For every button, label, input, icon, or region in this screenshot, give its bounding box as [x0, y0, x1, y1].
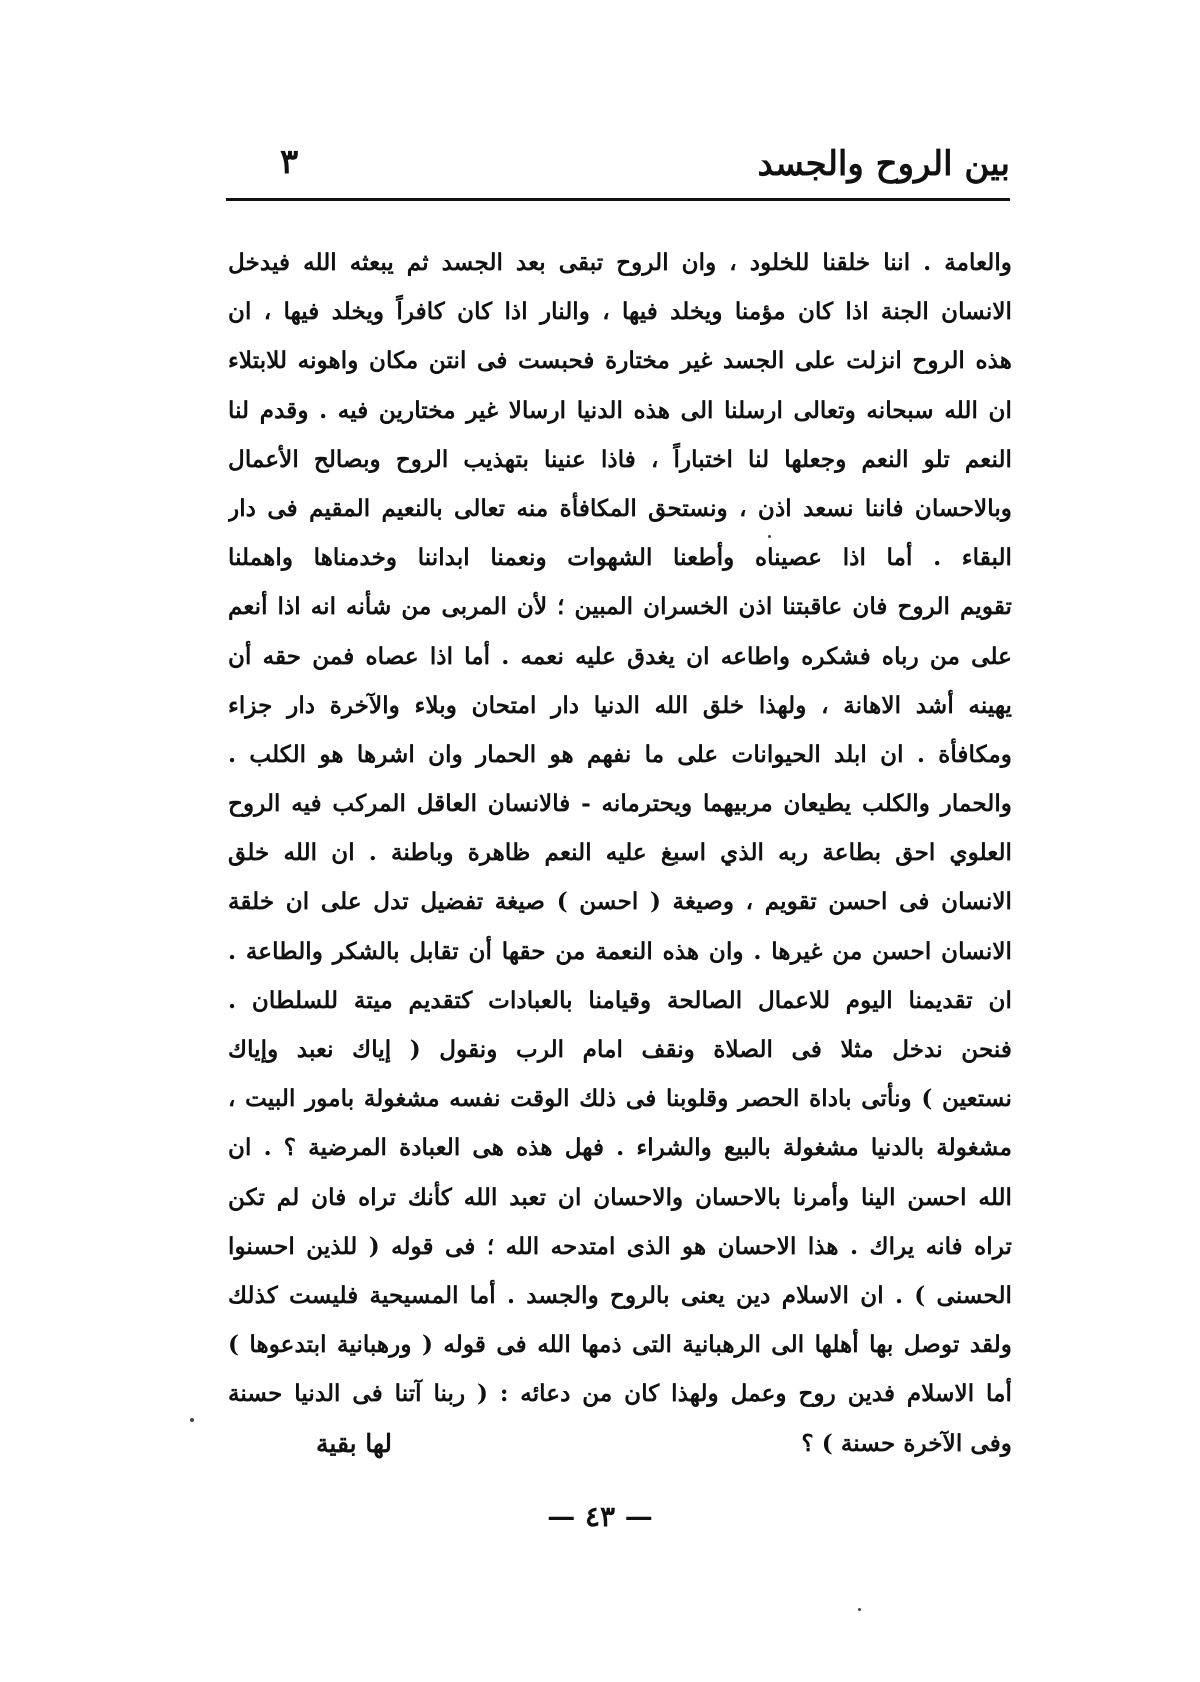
- closing-text: وفى الآخرة حسنة ) ؟: [801, 1429, 1012, 1457]
- footer-page-number: — ٤٣ —: [547, 1500, 653, 1533]
- continuation-note: لها بقية: [316, 1428, 393, 1458]
- text-line: البقاء . أما اذا عصيناه وأطعنا الشهوات ونعمنا ابداننا وخدمناها واهملنا: [228, 544, 1012, 572]
- text-line: هذه الروح انزلت على الجسد غير مختارة فحبست فى انتن مكان واهونه للابتلاء: [228, 347, 1012, 375]
- text-line: تقويم الروح فان عاقبتنا اذن الخسران المبين ؛ لأن المربى من شأنه انه اذا أنعم: [228, 593, 1012, 621]
- text-line: ولقد توصل بها أهلها الى الرهبانية التى ذمها الله فى قوله ( ورهبانية ابتدعوها ): [228, 1331, 1012, 1359]
- text-line: الانسان احسن من غيرها . وان هذه النعمة من حقها أن تقابل بالشكر والطاعة .: [228, 937, 1012, 965]
- text-line: النعم تلو النعم وجعلها لنا اختباراً ، فاذا عنينا بتهذيب الروح وبصالح الأعمال: [228, 445, 1012, 473]
- header-rule: [226, 198, 1010, 201]
- scan-speck: [858, 1608, 861, 1611]
- closing-line: [228, 1419, 1012, 1468]
- text-line: ومكافأة . ان ابلد الحيوانات على ما نفهم هو الحمار وان اشرها هو الكلب .: [228, 740, 1012, 768]
- body-text: [228, 238, 1012, 1468]
- text-line: مشغولة بالدنيا مشغولة بالبيع والشراء . فهل هذه هى العبادة المرضية ؟ . ان: [228, 1134, 1012, 1162]
- text-line: يهينه أشد الاهانة ، ولهذا خلق الله الدنيا دار امتحان وبلاء والآخرة دار جزاء: [228, 691, 1012, 719]
- text-line: ان الله سبحانه وتعالى ارسلنا الى هذه الدنيا ارسالا غير مختارين فيه . وقدم لنا: [228, 396, 1012, 424]
- text-line: الانسان فى احسن تقويم ، وصيغة ( احسن ) صيغة تفضيل تدل على ان خلقة: [228, 888, 1012, 916]
- scan-speck: [768, 535, 771, 538]
- text-line: نستعين ) ونأتى باداة الحصر وقلوبنا فى ذلك الوقت نفسه مشغولة بامور البيت ،: [228, 1085, 1012, 1113]
- scan-speck: [190, 1418, 194, 1422]
- text-line: الحسنى ) . ان الاسلام دين يعنى بالروح والجسد . أما المسيحية فليست كذلك: [228, 1281, 1012, 1309]
- page-header: [228, 138, 1010, 194]
- text-line: فنحن ندخل مثلا فى الصلاة ونقف امام الرب ونقول ( إياك نعبد وإياك: [228, 1036, 1012, 1063]
- text-line: الانسان الجنة اذا كان مؤمنا ويخلد فيها ، والنار اذا كان كافراً ويخلد فيها ، ان: [228, 298, 1012, 326]
- running-title: بين الروح والجسد: [757, 144, 1010, 184]
- text-line: العلوي احق بطاعة ربه الذي اسبغ عليه النعم ظاهرة وباطنة . ان الله خلق: [228, 839, 1012, 867]
- text-line: أما الاسلام فدين روح وعمل ولهذا كان من دعائه : ( ربنا آتنا فى الدنيا حسنة: [228, 1380, 1012, 1408]
- text-line: والعامة . اننا خلقنا للخلود ، وان الروح تبقى بعد الجسد ثم يبعثه الله فيدخل: [228, 249, 1012, 276]
- text-line: تراه فانه يراك . هذا الاحسان هو الذى امتدحه الله ؛ فى قوله ( للذين احسنوا: [228, 1232, 1012, 1260]
- text-line: الله احسن الينا وأمرنا بالاحسان والاحسان ان تعبد الله كأنك تراه فان لم تكن: [228, 1183, 1012, 1211]
- text-line: على من رباه فشكره واطاعه ان يغدق عليه نعمه . أما اذا عصاه فمن حقه أن: [228, 642, 1012, 670]
- header-page-number: ٣: [280, 142, 299, 182]
- text-line: ان تقديمنا اليوم للاعمال الصالحة وقيامنا بالعبادات كتقديم ميتة للسلطان .: [228, 986, 1012, 1014]
- text-line: والحمار والكلب يطيعان مربيهما ويحترمانه - فالانسان العاقل المركب فيه الروح: [228, 790, 1012, 818]
- text-line: وبالاحسان فاننا نسعد اذن ، ونستحق المكافأة منه تعالى بالنعيم المقيم فى دار: [228, 494, 1012, 522]
